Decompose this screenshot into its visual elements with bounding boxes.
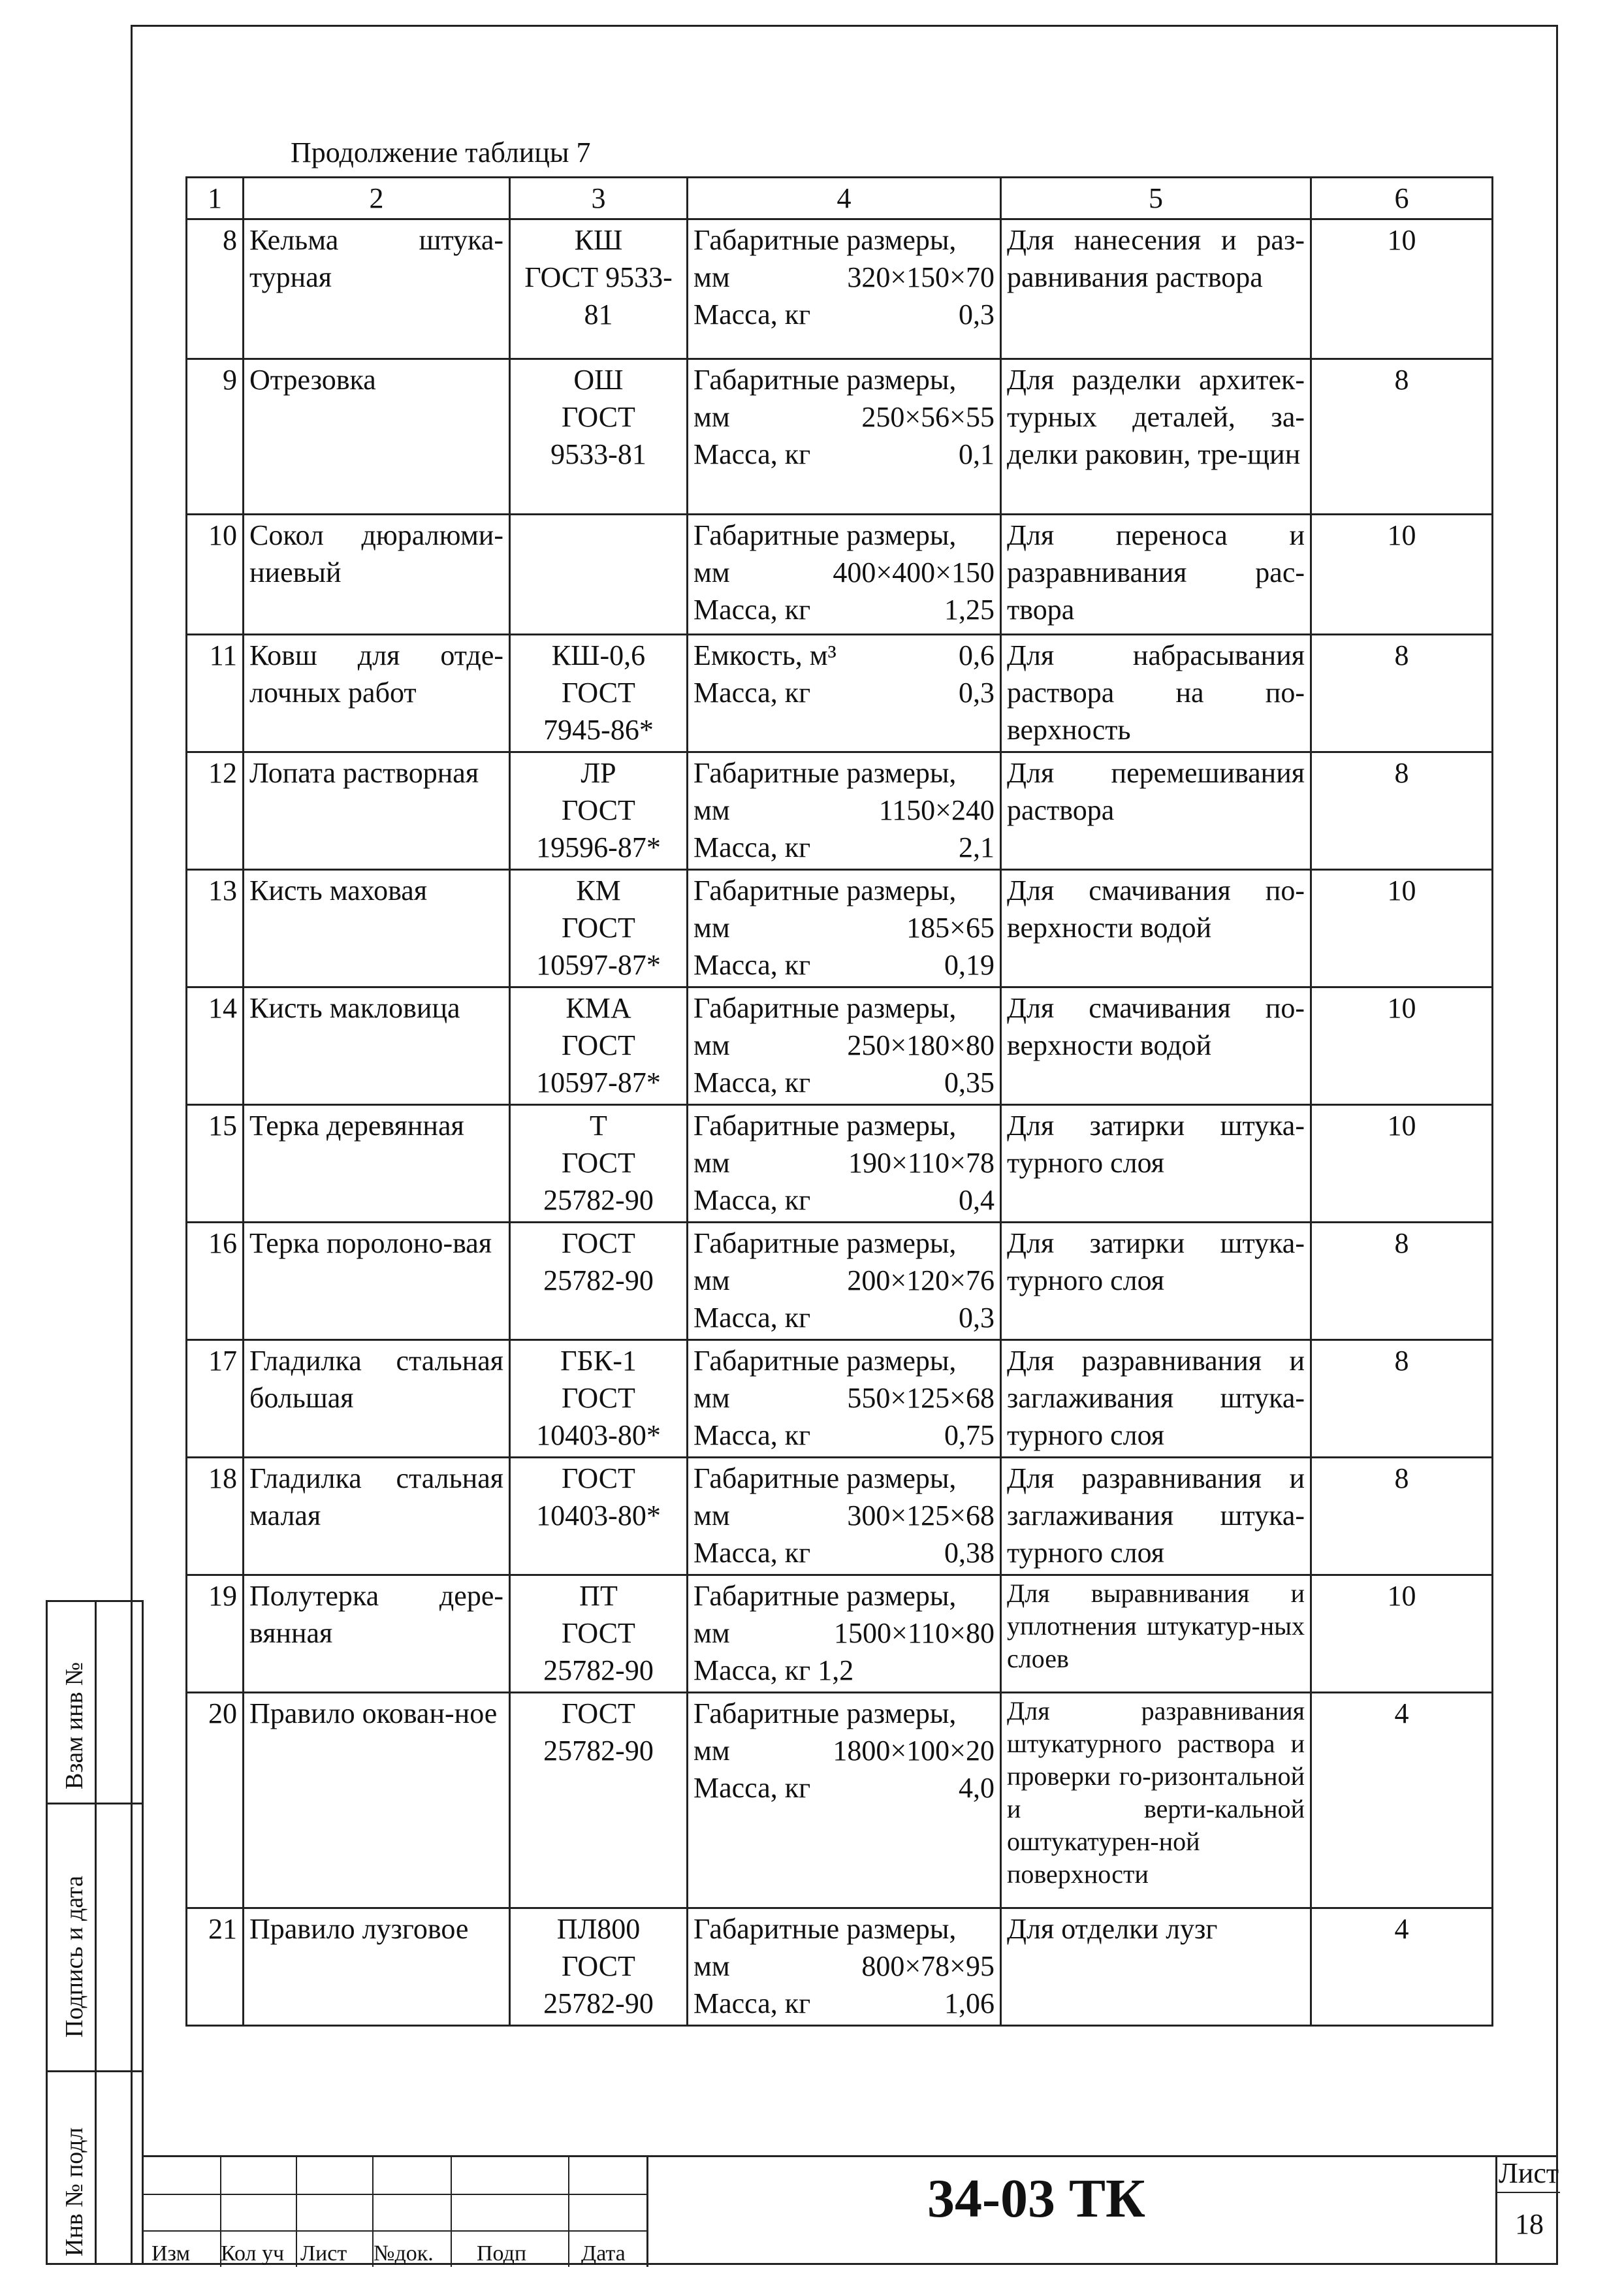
param-value: 1800×100×20 bbox=[833, 1735, 995, 1767]
mark-line: ЛР bbox=[581, 757, 616, 789]
mark-line: 25782-90 bbox=[543, 1735, 654, 1767]
param-line bbox=[693, 1614, 995, 1652]
param-label: Габаритные размеры, bbox=[693, 1345, 957, 1377]
param-value: 0,3 bbox=[959, 298, 995, 331]
mark-line: 9533-81 bbox=[550, 438, 646, 471]
param-line bbox=[693, 1299, 995, 1336]
param-line bbox=[693, 436, 995, 473]
param-line bbox=[693, 1064, 995, 1101]
item-quantity-cell: 8 bbox=[1311, 1223, 1493, 1340]
row-number-cell: 15 bbox=[187, 1105, 244, 1223]
table-row bbox=[187, 1575, 1493, 1693]
item-purpose-cell: Для затирки штука-турного слоя bbox=[1001, 1223, 1311, 1340]
param-line bbox=[693, 637, 995, 674]
row-number-cell: 13 bbox=[187, 870, 244, 987]
item-mark-cell bbox=[510, 870, 688, 987]
param-value: 320×150×70 bbox=[847, 261, 995, 294]
tb-label-date: Дата bbox=[581, 2241, 626, 2266]
header-cell: 4 bbox=[688, 178, 1001, 219]
side-divider bbox=[46, 1803, 144, 1804]
param-label: Габаритные размеры, bbox=[693, 224, 957, 256]
table-row bbox=[187, 752, 1493, 870]
item-mark-cell bbox=[510, 752, 688, 870]
param-line bbox=[693, 829, 995, 866]
row-number-cell: 21 bbox=[187, 1908, 244, 2026]
table-row bbox=[187, 1105, 1493, 1223]
item-params-cell bbox=[688, 987, 1001, 1105]
param-line bbox=[693, 1652, 995, 1689]
param-value: 200×120×76 bbox=[847, 1264, 995, 1297]
item-purpose-cell: Для затирки штука-турного слоя bbox=[1001, 1105, 1311, 1223]
item-params-cell bbox=[688, 219, 1001, 359]
table-row bbox=[187, 1223, 1493, 1340]
side-label-signature: Подпись и дата bbox=[61, 1875, 88, 2038]
mark-line: ГОСТ bbox=[562, 1227, 635, 1259]
param-line bbox=[693, 221, 995, 259]
param-line bbox=[693, 1027, 995, 1064]
item-mark-cell bbox=[510, 515, 688, 635]
param-value: 400×400×150 bbox=[833, 556, 995, 589]
mark-line: ОШ bbox=[573, 364, 624, 396]
mark-line: 25782-90 bbox=[543, 1654, 654, 1687]
mark-line: ГОСТ bbox=[562, 1147, 635, 1179]
param-label: Габаритные размеры, bbox=[693, 364, 957, 396]
item-params-cell bbox=[688, 1340, 1001, 1458]
item-purpose-cell: Для смачивания по-верхности водой bbox=[1001, 870, 1311, 987]
param-value: 0,38 bbox=[944, 1537, 995, 1569]
tb-label-sign: Подп bbox=[477, 2241, 527, 2266]
param-value: 1150×240 bbox=[878, 794, 995, 827]
param-label: Масса, кг bbox=[693, 594, 811, 626]
param-value: 1,25 bbox=[944, 594, 995, 626]
sheet-label: Лист bbox=[1499, 2157, 1559, 2189]
table-row bbox=[187, 515, 1493, 635]
param-line bbox=[693, 259, 995, 296]
mark-line: ГОСТ bbox=[562, 401, 635, 434]
param-line bbox=[693, 1181, 995, 1219]
row-number-cell: 17 bbox=[187, 1340, 244, 1458]
table-row bbox=[187, 1693, 1493, 1908]
param-line bbox=[693, 1577, 995, 1614]
param-line bbox=[693, 296, 995, 333]
item-purpose-cell: Для набрасывания раствора на по-верхность bbox=[1001, 635, 1311, 752]
param-line bbox=[693, 1342, 995, 1379]
param-line bbox=[693, 1732, 995, 1769]
param-label: Габаритные размеры, bbox=[693, 1913, 957, 1945]
param-value: 185×65 bbox=[906, 912, 995, 944]
item-purpose-cell: Для разравнивания и заглаживания штука-турного слоя bbox=[1001, 1340, 1311, 1458]
item-mark-cell bbox=[510, 1693, 688, 1908]
param-label: мм bbox=[693, 1499, 730, 1532]
item-params-cell bbox=[688, 1105, 1001, 1223]
param-line bbox=[693, 792, 995, 829]
param-value: 0,4 bbox=[959, 1184, 995, 1217]
item-purpose-cell: Для выравнивания и уплотнения штукатур-ных слоев bbox=[1001, 1575, 1311, 1693]
param-line bbox=[693, 1225, 995, 1262]
param-value: 550×125×68 bbox=[847, 1382, 995, 1415]
param-label: Габаритные размеры, bbox=[693, 1580, 957, 1612]
param-label: Габаритные размеры, bbox=[693, 1462, 957, 1494]
item-params-cell bbox=[688, 752, 1001, 870]
param-line bbox=[693, 1769, 995, 1806]
item-quantity-cell: 8 bbox=[1311, 1458, 1493, 1575]
table-header-row bbox=[187, 178, 1493, 219]
tb-label-list: Лист bbox=[300, 2241, 347, 2266]
item-mark-cell bbox=[510, 219, 688, 359]
param-value: 0,6 bbox=[959, 639, 995, 671]
mark-line: ПЛ800 bbox=[556, 1913, 641, 1945]
item-quantity-cell: 10 bbox=[1311, 219, 1493, 359]
item-quantity-cell: 8 bbox=[1311, 635, 1493, 752]
param-value: 800×78×95 bbox=[861, 1950, 995, 1983]
title-block bbox=[144, 2155, 1558, 2267]
item-name-cell: Терка поролоно-вая bbox=[244, 1223, 510, 1340]
item-quantity-cell: 8 bbox=[1311, 752, 1493, 870]
item-params-cell bbox=[688, 870, 1001, 987]
item-quantity-cell: 10 bbox=[1311, 1575, 1493, 1693]
param-value: 0,3 bbox=[959, 1302, 995, 1334]
param-label: Масса, кг bbox=[693, 831, 811, 864]
param-value: 0,75 bbox=[944, 1419, 995, 1452]
table-row bbox=[187, 870, 1493, 987]
param-label: мм bbox=[693, 261, 730, 294]
param-label: Масса, кг bbox=[693, 1302, 811, 1334]
param-value: 4,0 bbox=[959, 1772, 995, 1804]
item-name-cell: Ковш для отде-лочных работ bbox=[244, 635, 510, 752]
param-label: мм bbox=[693, 1617, 730, 1650]
param-line bbox=[693, 1497, 995, 1534]
side-label-inventory: Инв № подл bbox=[61, 2127, 88, 2256]
item-params-cell bbox=[688, 1575, 1001, 1693]
param-value: 2,1 bbox=[959, 831, 995, 864]
param-value: 250×56×55 bbox=[861, 401, 995, 434]
param-line bbox=[693, 1534, 995, 1571]
item-name-cell: Отрезовка bbox=[244, 359, 510, 515]
item-purpose-cell: Для разравнивания штукатурного раствора и проверки го-ризонтальной и верти-кальной оштукатурен-ной поверхности bbox=[1001, 1693, 1311, 1908]
mark-line: 10597-87* bbox=[536, 1066, 661, 1099]
item-params-cell bbox=[688, 1908, 1001, 2026]
mark-line: КМА bbox=[565, 992, 631, 1024]
param-line bbox=[693, 554, 995, 591]
item-mark-cell bbox=[510, 1575, 688, 1693]
mark-line: ГОСТ bbox=[562, 912, 635, 944]
mark-line: ГБК-1 bbox=[560, 1345, 637, 1377]
mark-line: ГОСТ bbox=[562, 794, 635, 827]
item-mark-cell bbox=[510, 635, 688, 752]
param-label: Масса, кг bbox=[693, 1419, 811, 1452]
row-number-cell: 9 bbox=[187, 359, 244, 515]
tb-label-izm: Изм bbox=[151, 2241, 191, 2266]
item-mark-cell bbox=[510, 359, 688, 515]
param-label: Габаритные размеры, bbox=[693, 1227, 957, 1259]
item-quantity-cell: 10 bbox=[1311, 987, 1493, 1105]
mark-line: 81 bbox=[584, 298, 613, 331]
param-label: Масса, кг bbox=[693, 438, 811, 471]
table-row bbox=[187, 1340, 1493, 1458]
item-purpose-cell: Для смачивания по-верхности водой bbox=[1001, 987, 1311, 1105]
item-purpose-cell: Для отделки лузг bbox=[1001, 1908, 1311, 2026]
item-mark-cell bbox=[510, 1105, 688, 1223]
mark-line: 25782-90 bbox=[543, 1987, 654, 2020]
mark-line: Т bbox=[590, 1110, 607, 1142]
mark-line: ПТ bbox=[579, 1580, 618, 1612]
param-line bbox=[693, 1262, 995, 1299]
param-line bbox=[693, 1985, 995, 2022]
param-label: мм bbox=[693, 1735, 730, 1767]
item-name-cell: Гладилка стальная большая bbox=[244, 1340, 510, 1458]
param-label: Масса, кг bbox=[693, 1987, 811, 2020]
param-value: 250×180×80 bbox=[847, 1029, 995, 1062]
item-params-cell bbox=[688, 1693, 1001, 1908]
row-number-cell: 8 bbox=[187, 219, 244, 359]
param-label: Габаритные размеры, bbox=[693, 1697, 957, 1729]
param-line bbox=[693, 1379, 995, 1417]
param-value: 1500×110×80 bbox=[834, 1617, 995, 1650]
item-name-cell: Правило лузговое bbox=[244, 1908, 510, 2026]
param-value: 300×125×68 bbox=[847, 1499, 995, 1532]
param-label: мм bbox=[693, 1029, 730, 1062]
header-cell: 1 bbox=[187, 178, 244, 219]
param-label: Габаритные размеры, bbox=[693, 874, 957, 906]
item-params-cell bbox=[688, 635, 1001, 752]
table-row bbox=[187, 1908, 1493, 2026]
param-line bbox=[693, 1695, 995, 1732]
param-label: Масса, кг bbox=[693, 1772, 811, 1804]
table-row bbox=[187, 219, 1493, 359]
item-params-cell bbox=[688, 1223, 1001, 1340]
item-quantity-cell: 10 bbox=[1311, 870, 1493, 987]
table-row bbox=[187, 359, 1493, 515]
mark-line: ГОСТ 9533- bbox=[524, 261, 673, 294]
param-line bbox=[693, 1910, 995, 1948]
sheet-number: 18 bbox=[1515, 2208, 1544, 2240]
param-label: мм bbox=[693, 794, 730, 827]
param-label: Габаритные размеры, bbox=[693, 519, 957, 551]
param-line bbox=[693, 754, 995, 792]
item-quantity-cell: 4 bbox=[1311, 1908, 1493, 2026]
row-number-cell: 20 bbox=[187, 1693, 244, 1908]
item-purpose-cell: Для перемешивания раствора bbox=[1001, 752, 1311, 870]
param-label: мм bbox=[693, 1382, 730, 1415]
mark-line: 7945-86* bbox=[543, 714, 654, 746]
mark-line: ГОСТ bbox=[562, 1382, 635, 1415]
item-quantity-cell: 10 bbox=[1311, 1105, 1493, 1223]
param-line bbox=[693, 398, 995, 436]
item-mark-cell bbox=[510, 1223, 688, 1340]
item-name-cell: Полутерка дере-вянная bbox=[244, 1575, 510, 1693]
param-line bbox=[693, 361, 995, 398]
param-label: Масса, кг bbox=[693, 677, 811, 709]
param-line bbox=[693, 1948, 995, 1985]
table-row bbox=[187, 635, 1493, 752]
item-purpose-cell: Для разделки архитек-турных деталей, за-делки раковин, тре-щин bbox=[1001, 359, 1311, 515]
param-label: Габаритные размеры, bbox=[693, 1110, 957, 1142]
mark-line: 10403-80* bbox=[536, 1499, 661, 1532]
table-caption: Продолжение таблицы 7 bbox=[291, 136, 591, 168]
side-label-replacement: Взам инв № bbox=[61, 1661, 88, 1789]
mark-line: КШ bbox=[574, 224, 623, 256]
param-label: мм bbox=[693, 556, 730, 589]
mark-line: 19596-87* bbox=[536, 831, 661, 864]
table-body bbox=[187, 178, 1493, 2026]
param-line bbox=[693, 1417, 995, 1454]
item-quantity-cell: 4 bbox=[1311, 1693, 1493, 1908]
item-params-cell bbox=[688, 1458, 1001, 1575]
param-line bbox=[693, 1460, 995, 1497]
row-number-cell: 12 bbox=[187, 752, 244, 870]
mark-line: ГОСТ bbox=[562, 1617, 635, 1650]
param-label: Масса, кг bbox=[693, 1184, 811, 1217]
param-label: Масса, кг bbox=[693, 1066, 811, 1099]
item-name-cell: Кельма штука-турная bbox=[244, 219, 510, 359]
item-mark-cell bbox=[510, 1458, 688, 1575]
mark-line: ГОСТ bbox=[562, 1029, 635, 1062]
param-value: 190×110×78 bbox=[848, 1147, 995, 1179]
row-number-cell: 11 bbox=[187, 635, 244, 752]
param-label: Емкость, м³ bbox=[693, 639, 836, 671]
table-row bbox=[187, 1458, 1493, 1575]
param-line bbox=[693, 909, 995, 946]
item-params-cell bbox=[688, 359, 1001, 515]
tb-label-kol: Кол уч bbox=[221, 2241, 285, 2266]
row-number-cell: 19 bbox=[187, 1575, 244, 1693]
header-cell: 6 bbox=[1311, 178, 1493, 219]
item-purpose-cell: Для разравнивания и заглаживания штука-турного слоя bbox=[1001, 1458, 1311, 1575]
tb-label-doc: №док. bbox=[374, 2241, 434, 2266]
mark-line: 25782-90 bbox=[543, 1264, 654, 1297]
header-cell: 2 bbox=[244, 178, 510, 219]
param-line bbox=[693, 872, 995, 909]
param-label: мм bbox=[693, 1950, 730, 1983]
param-line bbox=[693, 1144, 995, 1181]
row-number-cell: 10 bbox=[187, 515, 244, 635]
mark-line: 10597-87* bbox=[536, 949, 661, 982]
mark-line: КМ bbox=[576, 874, 621, 906]
item-params-cell bbox=[688, 515, 1001, 635]
param-value: 0,3 bbox=[959, 677, 995, 709]
equipment-table bbox=[185, 176, 1493, 2027]
row-number-cell: 16 bbox=[187, 1223, 244, 1340]
item-name-cell: Гладилка стальная малая bbox=[244, 1458, 510, 1575]
param-label: Габаритные размеры, bbox=[693, 757, 957, 789]
item-name-cell: Кисть макловица bbox=[244, 987, 510, 1105]
param-label: Масса, кг 1,2 bbox=[693, 1654, 854, 1687]
param-label: Габаритные размеры, bbox=[693, 992, 957, 1024]
row-number-cell: 18 bbox=[187, 1458, 244, 1575]
param-value: 0,19 bbox=[944, 949, 995, 982]
item-name-cell: Лопата растворная bbox=[244, 752, 510, 870]
mark-line: ГОСТ bbox=[562, 677, 635, 709]
mark-line: ГОСТ bbox=[562, 1950, 635, 1983]
param-label: Масса, кг bbox=[693, 1537, 811, 1569]
param-label: мм bbox=[693, 401, 730, 434]
param-label: мм bbox=[693, 1147, 730, 1179]
item-name-cell: Правило окован-ное bbox=[244, 1693, 510, 1908]
param-line bbox=[693, 1107, 995, 1144]
item-mark-cell bbox=[510, 987, 688, 1105]
mark-line: 25782-90 bbox=[543, 1184, 654, 1217]
item-mark-cell bbox=[510, 1340, 688, 1458]
item-name-cell: Терка деревянная bbox=[244, 1105, 510, 1223]
mark-line: 10403-80* bbox=[536, 1419, 661, 1452]
param-label: Масса, кг bbox=[693, 949, 811, 982]
mark-line: ГОСТ bbox=[562, 1462, 635, 1494]
param-value: 0,1 bbox=[959, 438, 995, 471]
param-line bbox=[693, 517, 995, 554]
item-name-cell: Кисть маховая bbox=[244, 870, 510, 987]
param-label: мм bbox=[693, 1264, 730, 1297]
item-purpose-cell: Для переноса и разравнивания рас-твора bbox=[1001, 515, 1311, 635]
param-label: Масса, кг bbox=[693, 298, 811, 331]
item-name-cell: Сокол дюралюми-ниевый bbox=[244, 515, 510, 635]
item-quantity-cell: 8 bbox=[1311, 1340, 1493, 1458]
item-mark-cell bbox=[510, 1908, 688, 2026]
document-code: 34-03 ТК bbox=[927, 2168, 1145, 2229]
param-label: мм bbox=[693, 912, 730, 944]
mark-line: ГОСТ bbox=[562, 1697, 635, 1729]
param-value: 1,06 bbox=[944, 1987, 995, 2020]
param-value: 0,35 bbox=[944, 1066, 995, 1099]
header-cell: 5 bbox=[1001, 178, 1311, 219]
table-row bbox=[187, 987, 1493, 1105]
param-line bbox=[693, 674, 995, 711]
item-quantity-cell: 8 bbox=[1311, 359, 1493, 515]
side-divider bbox=[46, 2070, 144, 2072]
row-number-cell: 14 bbox=[187, 987, 244, 1105]
item-purpose-cell: Для нанесения и раз-равнивания раствора bbox=[1001, 219, 1311, 359]
header-cell: 3 bbox=[510, 178, 688, 219]
mark-line: КШ-0,6 bbox=[551, 639, 646, 671]
param-line bbox=[693, 591, 995, 628]
item-quantity-cell: 10 bbox=[1311, 515, 1493, 635]
param-line bbox=[693, 946, 995, 984]
param-line bbox=[693, 989, 995, 1027]
